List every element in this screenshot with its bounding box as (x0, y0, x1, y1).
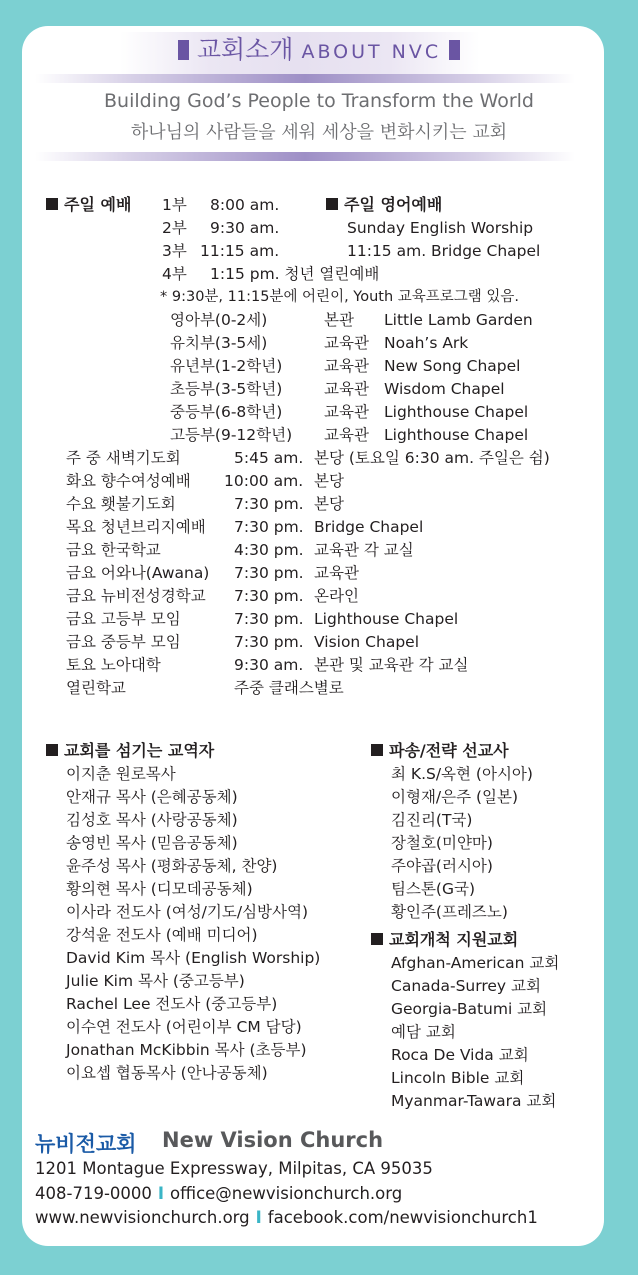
staff-item: Julie Kim 목사 (중고등부) (66, 972, 245, 990)
web-line (35, 1208, 538, 1227)
weekly-time: 4:30 pm. (234, 541, 304, 559)
phone-number: 408-719-0000 (35, 1184, 152, 1203)
missionary-item: 최 K.S/옥현 (아시아) (391, 765, 533, 783)
staff-item: 이사라 전도사 (여성/기도/심방사역) (66, 903, 309, 921)
service-part: 4부 (162, 265, 187, 283)
youth-dept: 초등부(3-5학년) (170, 380, 283, 398)
weekly-name: 목요 청년브리지예배 (66, 518, 206, 536)
missionary-item: 주야곱(러시아) (391, 857, 493, 875)
weekly-name: 화요 향수여성예배 (66, 472, 191, 490)
weekly-name: 금요 뉴비전성경학교 (66, 587, 206, 605)
weekly-name: 주 중 새벽기도회 (66, 449, 181, 467)
staff-item: 윤주성 목사 (평화공동체, 찬양) (66, 857, 278, 875)
staff-item: 김성호 목사 (사랑공동체) (66, 811, 238, 829)
staff-item: 강석윤 전도사 (예배 미디어) (66, 926, 258, 944)
plant-item: Canada-Surrey 교회 (391, 977, 541, 995)
youth-room: Lighthouse Chapel (384, 403, 529, 421)
heading-church-plants: 교회개척 지원교회 (371, 929, 518, 951)
missionary-item: 팀스톤(G국) (391, 880, 475, 898)
weekly-time: 5:45 am. (234, 449, 304, 467)
weekly-place: 본관 및 교육관 각 교실 (314, 656, 469, 674)
weekly-name: 열린학교 (66, 679, 126, 697)
staff-item: 황의현 목사 (디모데공동체) (66, 880, 253, 898)
weekly-name: 토요 노아대학 (66, 656, 161, 674)
divider-bottom (35, 152, 575, 161)
youth-building: 교육관 (324, 403, 369, 421)
heading-sunday-worship: 주일 예배 (46, 194, 131, 216)
staff-item: 송영빈 목사 (믿음공동체) (66, 834, 238, 852)
youth-dept: 고등부(9-12학년) (170, 426, 293, 444)
weekly-name: 금요 한국학교 (66, 541, 161, 559)
weekly-place: 본당 (314, 472, 344, 490)
english-worship-line: 11:15 am. Bridge Chapel (347, 242, 541, 260)
weekly-name: 금요 중등부 모임 (66, 633, 181, 651)
weekly-name: 금요 어와나(Awana) (66, 564, 210, 582)
weekly-time: 10:00 am. (224, 472, 304, 490)
weekly-time: 7:30 pm. (234, 495, 304, 513)
service-part: 3부 (162, 242, 187, 260)
service-time: 8:00 am. (210, 196, 280, 214)
service-time: 9:30 am. (210, 219, 280, 237)
service-time: 1:15 pm. 청년 열린예배 (210, 265, 380, 283)
contact-line (35, 1184, 402, 1203)
heading-staff: 교회를 섬기는 교역자 (46, 740, 214, 762)
weekly-place: 교육관 각 교실 (314, 541, 414, 559)
motto-english: Building God’s People to Transform the World (104, 90, 534, 112)
service-part: 2부 (162, 219, 187, 237)
missionary-item: 장철호(미얀마) (391, 834, 493, 852)
youth-dept: 영아부(0-2세) (170, 311, 268, 329)
weekly-time: 9:30 am. (234, 656, 304, 674)
staff-item: Jonathan McKibbin 목사 (초등부) (66, 1041, 307, 1059)
separator: I (157, 1184, 165, 1203)
weekly-place: 본당 (토요일 6:30 am. 주일은 쉼) (314, 449, 550, 467)
weekly-time: 주중 클래스별로 (234, 679, 344, 697)
youth-room: Wisdom Chapel (384, 380, 505, 398)
missionary-item: 이형재/은주 (일본) (391, 788, 519, 806)
staff-item: Rachel Lee 전도사 (중고등부) (66, 995, 278, 1013)
separator: I (255, 1208, 262, 1227)
weekly-place: Lighthouse Chapel (314, 610, 459, 628)
youth-room: New Song Chapel (384, 357, 521, 375)
website-link[interactable]: www.newvisionchurch.org (35, 1208, 250, 1227)
weekly-time: 7:30 pm. (234, 564, 304, 582)
youth-note: * 9:30분, 11:15분에 어린이, Youth 교육프로그램 있음. (160, 289, 520, 305)
weekly-time: 7:30 pm. (234, 587, 304, 605)
staff-item: 안재규 목사 (은혜공동체) (66, 788, 238, 806)
weekly-place: 본당 (314, 495, 344, 513)
church-name-english: New Vision Church (162, 1128, 384, 1152)
title-en: ABOUT NVC (301, 41, 442, 63)
staff-item: 이지춘 원로목사 (66, 765, 176, 783)
weekly-time: 7:30 pm. (234, 518, 304, 536)
weekly-place: 온라인 (314, 587, 359, 605)
section-title (0, 30, 638, 72)
plant-item: Afghan-American 교회 (391, 954, 560, 972)
youth-room: Little Lamb Garden (384, 311, 533, 329)
heading-missionaries: 파송/전략 선교사 (371, 740, 509, 762)
weekly-place: Bridge Chapel (314, 518, 424, 536)
weekly-name: 수요 횃불기도회 (66, 495, 176, 513)
divider-top (35, 74, 575, 83)
staff-item: 이요셉 협동목사 (안나공동체) (66, 1064, 268, 1082)
square-bullet-icon (178, 40, 189, 60)
weekly-name: 금요 고등부 모임 (66, 610, 181, 628)
service-time: 11:15 am. (200, 242, 280, 260)
youth-room: Noah’s Ark (384, 334, 469, 352)
youth-building: 교육관 (324, 334, 369, 352)
youth-dept: 중등부(6-8학년) (170, 403, 283, 421)
weekly-time: 7:30 pm. (234, 610, 304, 628)
youth-dept: 유년부(1-2학년) (170, 357, 283, 375)
youth-building: 교육관 (324, 426, 369, 444)
email-link[interactable]: office@newvisionchurch.org (170, 1184, 403, 1203)
youth-building: 교육관 (324, 380, 369, 398)
missionary-item: 황인주(프레즈노) (391, 903, 508, 921)
youth-building: 본관 (324, 311, 354, 329)
church-name-korean: 뉴비전교회 (35, 1132, 137, 1156)
plant-item: Georgia-Batumi 교회 (391, 1000, 548, 1018)
plant-item: Myanmar-Tawara 교회 (391, 1092, 557, 1110)
weekly-place: 교육관 (314, 564, 359, 582)
english-worship-line: Sunday English Worship (347, 219, 534, 237)
motto-korean: 하나님의 사람들을 세워 세상을 변화시키는 교회 (130, 122, 508, 143)
youth-dept: 유치부(3-5세) (170, 334, 268, 352)
title-ko: 교회소개 (196, 35, 294, 64)
plant-item: Lincoln Bible 교회 (391, 1069, 525, 1087)
plant-item: Roca De Vida 교회 (391, 1046, 529, 1064)
staff-item: 이수연 전도사 (어린이부 CM 담당) (66, 1018, 302, 1036)
weekly-time: 7:30 pm. (234, 633, 304, 651)
missionary-item: 김진리(T국) (391, 811, 473, 829)
plant-item: 예담 교회 (391, 1023, 456, 1041)
youth-room: Lighthouse Chapel (384, 426, 529, 444)
church-address: 1201 Montague Expressway, Milpitas, CA 95035 (35, 1159, 433, 1178)
weekly-place: Vision Chapel (314, 633, 420, 651)
staff-item: David Kim 목사 (English Worship) (66, 949, 321, 967)
square-bullet-icon (449, 40, 460, 60)
heading-english-worship: 주일 영어예배 (326, 194, 442, 216)
facebook-link[interactable]: facebook.com/newvisionchurch1 (267, 1208, 538, 1227)
youth-building: 교육관 (324, 357, 369, 375)
service-part: 1부 (162, 196, 187, 214)
